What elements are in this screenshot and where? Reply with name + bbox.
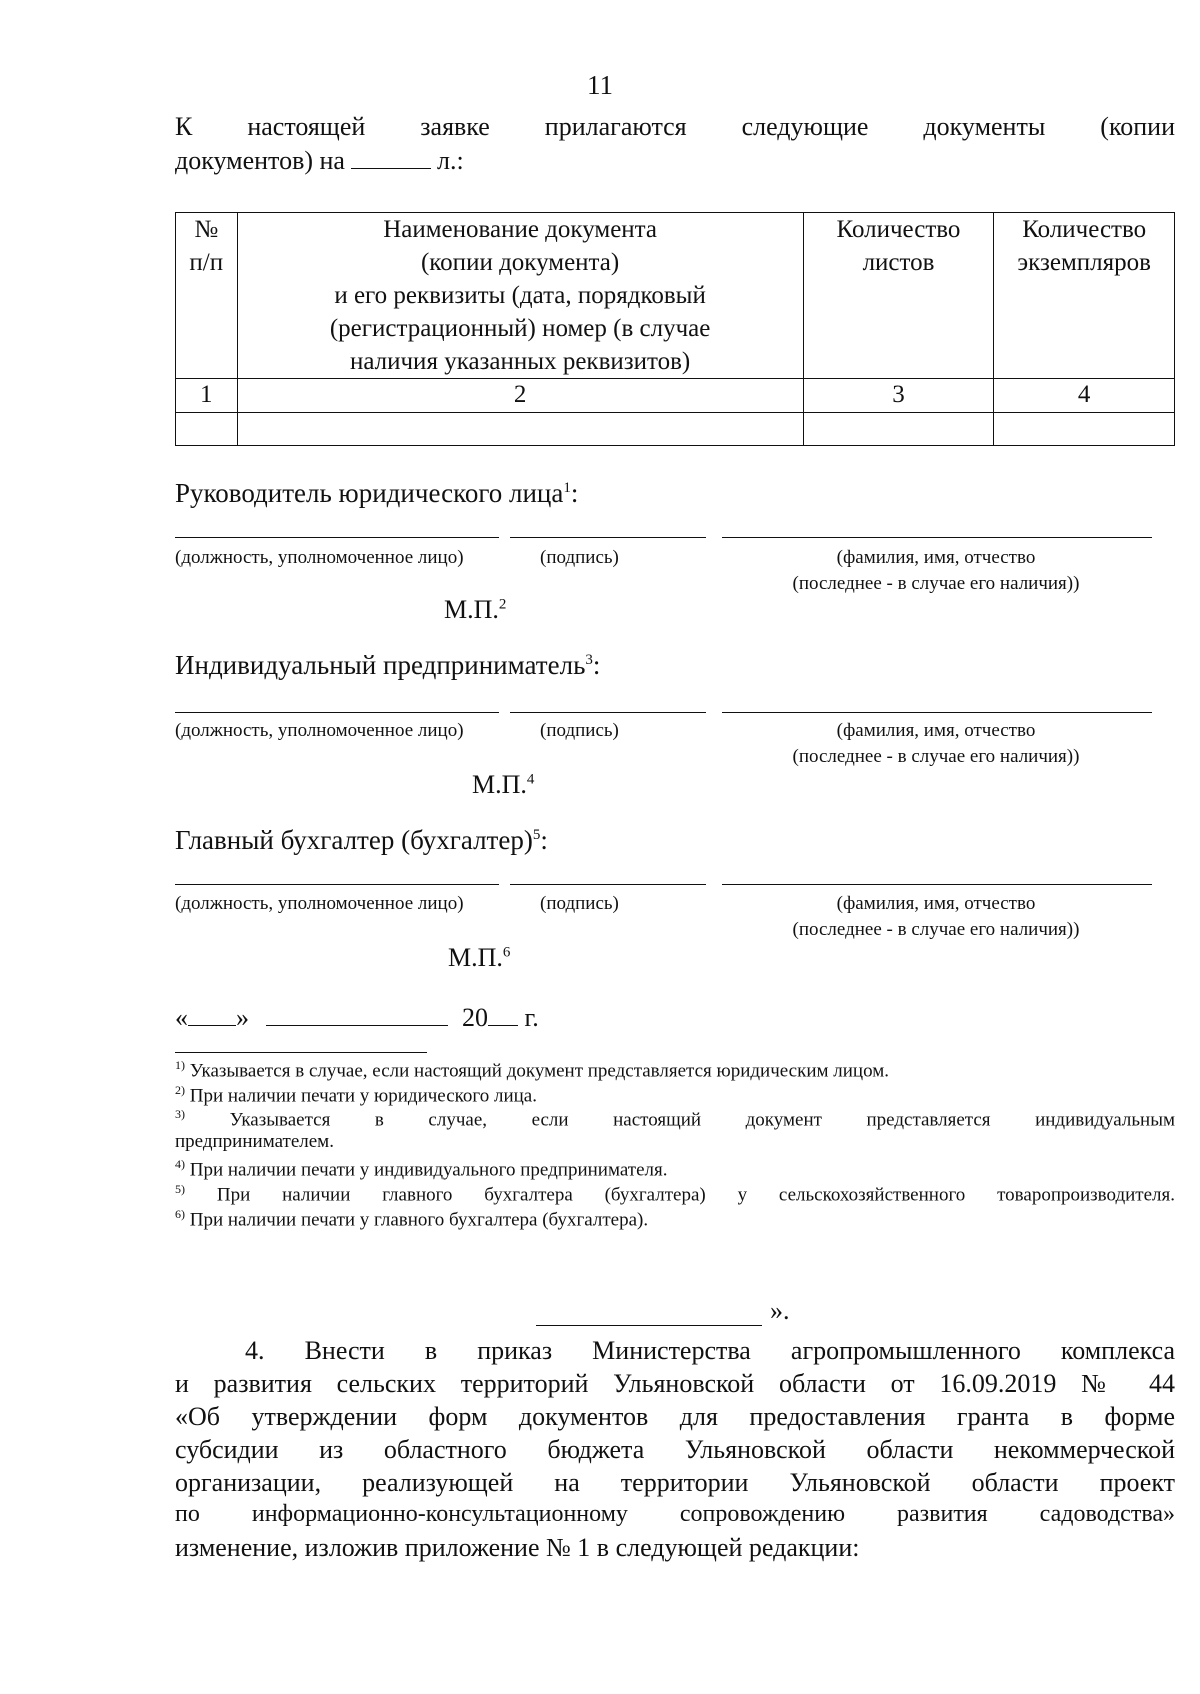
header-text: п/п xyxy=(189,249,224,276)
intro-line-2-text: документов) на xyxy=(175,146,345,175)
header-text: листов xyxy=(862,249,935,276)
intro-line-1: К настоящей заявке прилагаются следующие документы (копии xyxy=(175,112,1175,141)
header-text: Количество xyxy=(836,216,961,243)
name-line[interactable] xyxy=(722,537,1152,538)
signature-heading-entrepreneur: Индивидуальный предприниматель$^3$: xyxy=(175,650,601,680)
signature-line[interactable] xyxy=(510,884,706,885)
stamp-text: М.П. xyxy=(472,770,527,799)
footnote-ref: 3 xyxy=(585,652,593,668)
date-month-blank[interactable] xyxy=(266,1005,448,1026)
footnote-marker: 3) xyxy=(175,1107,185,1121)
date-year-suffix: г. xyxy=(524,1003,539,1032)
name-line[interactable] xyxy=(722,884,1152,885)
footnote-text: Указывается в случае, если настоящий документ представляется юридическим лицом. xyxy=(189,1060,890,1082)
page-number: 11 xyxy=(587,70,613,100)
footnote-marker: 2) xyxy=(175,1083,185,1097)
position-line[interactable] xyxy=(175,884,499,885)
footnote-marker: 1) xyxy=(175,1058,185,1072)
date-day-blank[interactable] xyxy=(188,1005,236,1026)
table-cell: 2 xyxy=(237,379,803,413)
header-cell-copies xyxy=(994,213,1175,379)
header-text: Количество xyxy=(1022,216,1147,243)
footnote-3-line-2: предпринимателем. xyxy=(175,1131,334,1152)
header-text: № xyxy=(194,216,219,243)
footnote-2 xyxy=(175,1083,1175,1107)
header-text: (регистрационный) номер (в случае xyxy=(329,315,711,342)
header-text: Наименование документа xyxy=(383,216,657,243)
footnote-separator xyxy=(175,1052,427,1053)
paragraph-4-line-6: по информационно-консультационному сопровождению развития садоводства» xyxy=(175,1501,1175,1527)
intro-line-2-suffix: л.: xyxy=(436,146,464,175)
caption-signature: (подпись) xyxy=(540,893,619,914)
intro-line-2 xyxy=(175,146,464,176)
stamp-place xyxy=(448,943,510,973)
caption-name-1: (фамилия, имя, отчество xyxy=(836,720,1036,741)
documents-table xyxy=(175,212,1175,446)
paragraph-4-line-5: организации, реализующей на территории Ульяновской области проект xyxy=(175,1468,1175,1497)
heading-text: Индивидуальный предприниматель xyxy=(175,650,586,680)
footnote-marker: 4) xyxy=(175,1157,185,1171)
paragraph-4-line-2: и развития сельских территорий Ульяновской области от 16.09.2019 № 44 xyxy=(175,1369,1175,1398)
header-text: и его реквизиты (дата, порядковый xyxy=(334,282,706,309)
footnote-6 xyxy=(175,1207,1175,1231)
header-cell-document-name xyxy=(237,213,803,379)
header-cell-number xyxy=(176,213,238,379)
table-cell-empty[interactable] xyxy=(176,413,238,446)
table-row-numbers xyxy=(176,379,1175,413)
closing-blank-line xyxy=(536,1325,762,1326)
footnote-4 xyxy=(175,1157,1175,1181)
stamp-place xyxy=(472,770,534,800)
header-text: (копии документа) xyxy=(420,249,620,276)
date-line xyxy=(175,1003,539,1033)
paragraph-4-line-3: «Об утверждении форм документов для предоставления гранта в форме xyxy=(175,1402,1175,1431)
caption-position: (должность, уполномоченное лицо) xyxy=(175,720,464,741)
date-quote-open: « xyxy=(175,1003,188,1032)
footnote-3-line-1 xyxy=(175,1107,1175,1131)
stamp-place xyxy=(444,595,506,625)
table-cell: 4 xyxy=(994,379,1175,413)
signature-heading-legal-entity: Руководитель юридического лица$^1$: xyxy=(175,478,579,508)
footnote-text: При наличии печати у юридического лица. xyxy=(189,1085,537,1107)
stamp-text: М.П. xyxy=(448,943,503,972)
closing-mark: ». xyxy=(770,1296,790,1325)
caption-name-2: (последнее - в случае его наличия)) xyxy=(792,573,1080,594)
footnote-marker: 6) xyxy=(175,1207,185,1221)
caption-position: (должность, уполномоченное лицо) xyxy=(175,893,464,914)
signature-line[interactable] xyxy=(510,712,706,713)
footnote-text: При наличии главного бухгалтера (бухгалтера) у сельскохозяйственного товаропроизводителя. xyxy=(216,1184,1175,1206)
caption-name-2: (последнее - в случае его наличия)) xyxy=(792,746,1080,767)
date-quote-close: » xyxy=(236,1003,249,1032)
paragraph-4-line-7: изменение, изложив приложение № 1 в следующей редакции: xyxy=(175,1533,860,1562)
table-row-empty xyxy=(176,413,1175,446)
caption-name-1: (фамилия, имя, отчество xyxy=(836,547,1036,568)
heading-text: Руководитель юридического лица xyxy=(175,478,564,508)
date-year-prefix: 20 xyxy=(462,1003,488,1032)
footnote-text: Указывается в случае, если настоящий документ представляется индивидуальным xyxy=(229,1109,1175,1131)
date-year-blank[interactable] xyxy=(488,1005,518,1026)
header-text: экземпляров xyxy=(1017,249,1151,276)
header-text: наличия указанных реквизитов) xyxy=(349,348,691,375)
caption-name-1: (фамилия, имя, отчество xyxy=(836,893,1036,914)
name-line[interactable] xyxy=(722,712,1152,713)
footnote-ref: 1 xyxy=(563,480,571,496)
table-cell-empty[interactable] xyxy=(994,413,1175,446)
caption-signature: (подпись) xyxy=(540,547,619,568)
position-line[interactable] xyxy=(175,537,499,538)
table-cell-empty[interactable] xyxy=(237,413,803,446)
paragraph-4-line-4: субсидии из областного бюджета Ульяновской области некоммерческой xyxy=(175,1435,1175,1464)
heading-text: Главный бухгалтер (бухгалтер) xyxy=(175,825,533,855)
footnote-text: При наличии печати у главного бухгалтера (бухгалтера). xyxy=(189,1209,649,1231)
footnote-ref: 2 xyxy=(498,596,507,613)
caption-signature: (подпись) xyxy=(540,720,619,741)
table-cell: 1 xyxy=(176,379,238,413)
table-cell: 3 xyxy=(803,379,994,413)
caption-position: (должность, уполномоченное лицо) xyxy=(175,547,464,568)
footnote-text: При наличии печати у индивидуального предпринимателя. xyxy=(189,1159,668,1181)
position-line[interactable] xyxy=(175,712,499,713)
footnote-1 xyxy=(175,1058,1175,1082)
footnote-ref: 6 xyxy=(502,944,511,961)
caption-name-2: (последнее - в случае его наличия)) xyxy=(792,919,1080,940)
table-header-row xyxy=(176,213,1175,379)
table-cell-empty[interactable] xyxy=(803,413,994,446)
signature-line[interactable] xyxy=(510,537,706,538)
footnote-5 xyxy=(175,1182,1175,1206)
footnote-marker: 5) xyxy=(175,1182,185,1196)
footnote-ref: 4 xyxy=(526,771,535,788)
sheet-count-blank xyxy=(351,148,431,169)
header-cell-sheets xyxy=(803,213,994,379)
paragraph-4-line-1: 4. Внести в приказ Министерства агропромышленного комплекса xyxy=(245,1336,1175,1365)
signature-heading-accountant: Главный бухгалтер (бухгалтер)$^5$: xyxy=(175,825,548,855)
stamp-text: М.П. xyxy=(444,595,499,624)
footnote-ref: 5 xyxy=(532,827,541,843)
